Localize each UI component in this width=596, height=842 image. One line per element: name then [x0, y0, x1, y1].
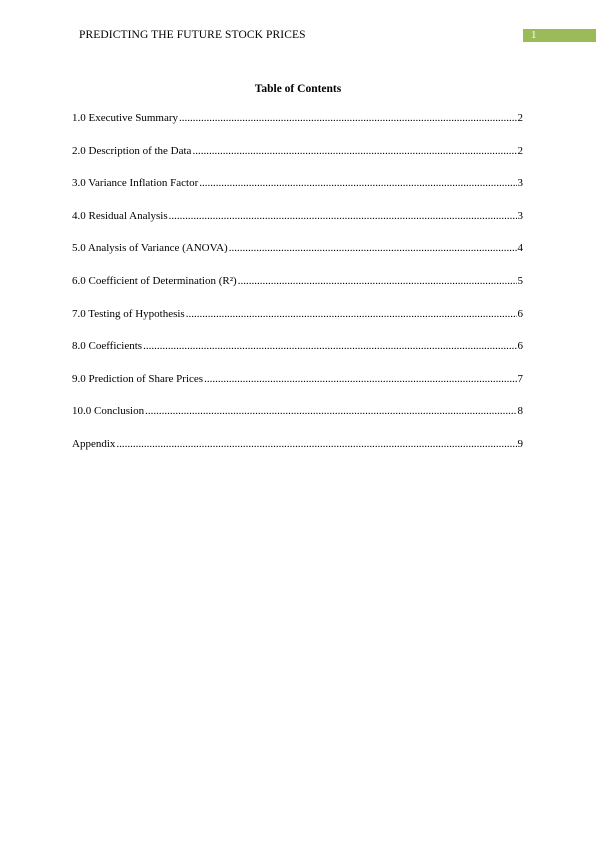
- toc-entry[interactable]: [72, 404, 523, 437]
- toc-entry-page: 7: [517, 372, 523, 385]
- toc-entry-page: 9: [517, 437, 523, 450]
- toc-entry[interactable]: [72, 307, 523, 340]
- toc-entry-label: 6.0 Coefficient of Determination (R²): [72, 274, 237, 287]
- toc-entry-page: 6: [517, 307, 523, 320]
- toc-entry-page: 8: [517, 405, 523, 418]
- toc-entry-label: 2.0 Description of the Data: [72, 144, 192, 157]
- dot-leader: [238, 274, 517, 288]
- table-of-contents: [72, 111, 523, 470]
- toc-entry-page: 4: [517, 242, 523, 255]
- toc-entry-page: 3: [517, 209, 523, 222]
- dot-leader: [179, 111, 516, 125]
- dot-leader: [199, 176, 516, 190]
- toc-entry-label: 7.0 Testing of Hypothesis: [72, 307, 185, 320]
- toc-entry[interactable]: [72, 176, 523, 209]
- dot-leader: [186, 307, 517, 321]
- toc-entry-page: 6: [517, 340, 523, 353]
- page-header: [0, 0, 596, 50]
- toc-entry-label: 5.0 Analysis of Variance (ANOVA): [72, 242, 228, 255]
- toc-entry[interactable]: [72, 144, 523, 177]
- toc-entry-label: 3.0 Variance Inflation Factor: [72, 177, 199, 190]
- dot-leader: [116, 437, 516, 451]
- toc-entry[interactable]: [72, 209, 523, 242]
- toc-entry-page: 3: [517, 177, 523, 190]
- dot-leader: [169, 209, 517, 223]
- toc-entry-label: Appendix: [72, 437, 116, 450]
- dot-leader: [145, 404, 516, 418]
- toc-entry-label: 4.0 Residual Analysis: [72, 209, 168, 222]
- toc-entry[interactable]: [72, 241, 523, 274]
- running-head: PREDICTING THE FUTURE STOCK PRICES: [79, 29, 306, 41]
- page-number: 1: [531, 29, 537, 41]
- toc-entry[interactable]: [72, 111, 523, 144]
- toc-entry[interactable]: [72, 372, 523, 405]
- toc-entry[interactable]: [72, 274, 523, 307]
- dot-leader: [143, 339, 516, 353]
- toc-title: Table of Contents: [254, 83, 342, 95]
- toc-entry-page: 5: [517, 274, 523, 287]
- toc-entry-page: 2: [517, 112, 523, 124]
- dot-leader: [229, 241, 517, 255]
- dot-leader: [204, 372, 516, 386]
- toc-entry-label: 10.0 Conclusion: [72, 405, 145, 418]
- toc-entry[interactable]: [72, 437, 523, 470]
- toc-entry-label: 1.0 Executive Summary: [72, 112, 179, 124]
- toc-entry-label: 9.0 Prediction of Share Prices: [72, 372, 204, 385]
- toc-entry[interactable]: [72, 339, 523, 372]
- dot-leader: [192, 144, 516, 158]
- toc-entry-page: 2: [517, 144, 523, 157]
- page-number-badge: [523, 29, 596, 42]
- toc-entry-label: 8.0 Coefficients: [72, 340, 143, 353]
